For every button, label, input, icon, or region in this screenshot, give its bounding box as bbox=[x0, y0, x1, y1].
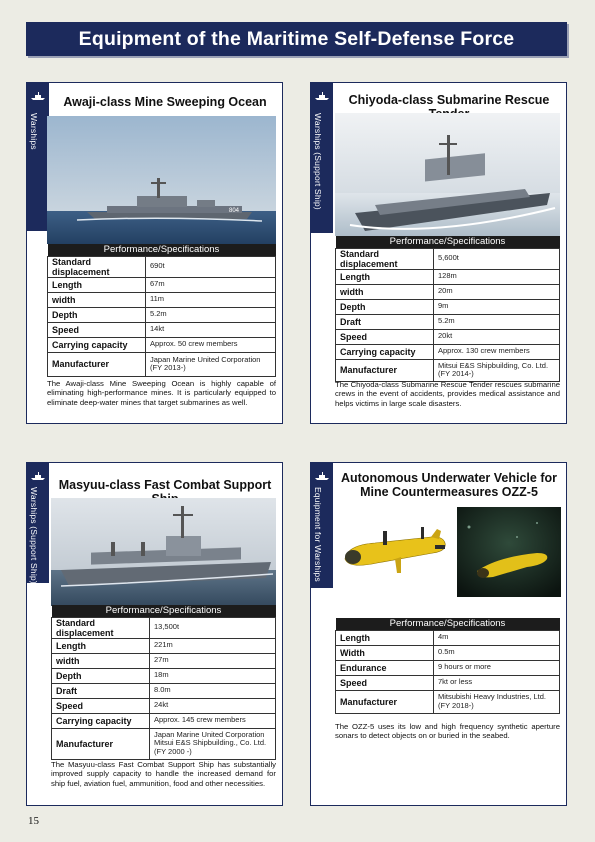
spec-label: Length bbox=[336, 630, 434, 645]
spec-label: Manufacturer bbox=[336, 690, 434, 713]
category-tab bbox=[27, 83, 49, 231]
spec-label: width bbox=[52, 653, 150, 668]
spec-value: 0.5m bbox=[434, 645, 560, 660]
category-label: Warships (Support Ship) bbox=[313, 113, 323, 210]
specs-header: Performance/Specifications bbox=[52, 605, 276, 617]
spec-label: Standard displacement bbox=[52, 617, 150, 638]
spec-value: 5.2m bbox=[434, 314, 560, 329]
spec-label: Manufacturer bbox=[336, 359, 434, 381]
spec-value: 20m bbox=[434, 284, 560, 299]
spec-label: Length bbox=[336, 269, 434, 284]
spec-value: Approx. 50 crew members bbox=[146, 337, 276, 352]
spec-label: Depth bbox=[336, 299, 434, 314]
spec-label: Speed bbox=[336, 329, 434, 344]
auv-underwater-photo bbox=[457, 507, 561, 597]
spec-value: Japan Marine United Corporation (FY 2013-) bbox=[146, 352, 276, 376]
spec-label: width bbox=[336, 284, 434, 299]
spec-label: Speed bbox=[336, 675, 434, 690]
spec-value: Approx. 130 crew members bbox=[434, 344, 560, 359]
specs-table bbox=[47, 244, 276, 377]
auv-description: The OZZ-5 uses its low and high frequency synthetic aperture sonars to detect objects on or buried in the seabed. bbox=[335, 722, 560, 741]
spec-label: Carrying capacity bbox=[52, 713, 150, 728]
spec-value: 11m bbox=[146, 292, 276, 307]
spec-label: Standard displacement bbox=[336, 248, 434, 269]
ship-description: The Chiyoda-class Submarine Rescue Tender rescues submarine crews in the event of accidents, provides medical assistance and helps victims in large scale disasters. bbox=[335, 380, 560, 408]
spec-value: 8.0m bbox=[150, 683, 276, 698]
spec-value: Japan Marine United Corporation Mitsui E&S Shipbuilding., Co. Ltd. (FY 2000 -) bbox=[150, 728, 276, 759]
card-title: Masyuu-class Fast Combat Support bbox=[58, 478, 272, 492]
spec-label: Draft bbox=[52, 683, 150, 698]
warship-icon bbox=[30, 469, 46, 481]
specs-header: Performance/Specifications bbox=[336, 236, 560, 248]
spec-value: 5.2m bbox=[146, 307, 276, 322]
spec-value: 20kt bbox=[434, 329, 560, 344]
spec-label: Manufacturer bbox=[48, 352, 146, 376]
spec-value: Approx. 145 crew members bbox=[150, 713, 276, 728]
spec-value: 27m bbox=[150, 653, 276, 668]
spec-label: Depth bbox=[48, 307, 146, 322]
spec-label: Width bbox=[336, 645, 434, 660]
specs-header: Performance/Specifications bbox=[48, 244, 276, 256]
ship-photo bbox=[335, 113, 560, 236]
spec-label: Length bbox=[52, 638, 150, 653]
spec-value: Mitsui E&S Shipbuilding, Co. Ltd. (FY 2014-) bbox=[434, 359, 560, 381]
specs-header: Performance/Specifications bbox=[336, 618, 560, 630]
card-title: Chiyoda-class Submarine Rescue bbox=[348, 93, 550, 107]
category-tab bbox=[311, 83, 333, 233]
spec-value: 221m bbox=[150, 638, 276, 653]
ship-photo bbox=[51, 498, 276, 606]
spec-value: 9m bbox=[434, 299, 560, 314]
spec-label: Draft bbox=[336, 314, 434, 329]
category-tab bbox=[27, 463, 49, 583]
spec-label: Endurance bbox=[336, 660, 434, 675]
spec-value: 4m bbox=[434, 630, 560, 645]
card-awaji bbox=[26, 82, 283, 424]
spec-label: width bbox=[48, 292, 146, 307]
spec-label: Standard displacement bbox=[48, 256, 146, 277]
spec-label: Manufacturer bbox=[52, 728, 150, 759]
ship-photo bbox=[47, 116, 276, 244]
svg-text:804: 804 bbox=[229, 208, 240, 214]
spec-label: Speed bbox=[48, 322, 146, 337]
warship-icon bbox=[314, 89, 330, 101]
spec-value: 67m bbox=[146, 277, 276, 292]
specs-table bbox=[51, 605, 276, 760]
ship-description: The Masyuu-class Fast Combat Support Ship has substantially improved supply capacity to handle the increased demand for ship fuel, aviation fuel, ammunition, food and other necessities. bbox=[51, 760, 276, 788]
spec-value: 24kt bbox=[150, 698, 276, 713]
spec-label: Depth bbox=[52, 668, 150, 683]
page-title-banner bbox=[26, 22, 567, 56]
page-title: Equipment of the Maritime Self-Defense Force bbox=[78, 27, 515, 50]
page-number: 15 bbox=[28, 815, 39, 827]
warship-icon bbox=[30, 89, 46, 101]
spec-label: Carrying capacity bbox=[48, 337, 146, 352]
category-tab bbox=[311, 463, 333, 588]
spec-value: 9 hours or more bbox=[434, 660, 560, 675]
spec-value: 5,600t bbox=[434, 248, 560, 269]
auv-photo bbox=[335, 507, 453, 597]
spec-label: Length bbox=[48, 277, 146, 292]
specs-table bbox=[335, 618, 560, 714]
specs-table bbox=[335, 236, 560, 382]
spec-value: 690t bbox=[146, 256, 276, 277]
card-chiyoda bbox=[310, 82, 567, 424]
category-label: Equipment for Warships bbox=[313, 487, 323, 582]
card-title: Awaji-class Mine Sweeping Ocean bbox=[63, 95, 267, 109]
spec-label: Speed bbox=[52, 698, 150, 713]
category-label: Warships (Support Ship) bbox=[29, 487, 39, 584]
spec-value: 7kt or less bbox=[434, 675, 560, 690]
card-masyuu bbox=[26, 462, 283, 806]
spec-value: 13,500t bbox=[150, 617, 276, 638]
warship-icon bbox=[314, 469, 330, 481]
card-ozz5 bbox=[310, 462, 567, 806]
spec-value: 14kt bbox=[146, 322, 276, 337]
spec-value: Mitsubishi Heavy Industries, Ltd. (FY 2018-) bbox=[434, 690, 560, 713]
spec-value: 128m bbox=[434, 269, 560, 284]
ship-description: The Awaji-class Mine Sweeping Ocean is highly capable of eliminating high-performance mines. It is particularly equipped to eliminate deep-water mines that target submarines as well. bbox=[47, 379, 276, 407]
card-title: Autonomous Underwater Vehicle for Mine Countermeasures OZZ-5 bbox=[340, 471, 557, 499]
category-label: Warships bbox=[29, 113, 39, 150]
spec-value: 18m bbox=[150, 668, 276, 683]
spec-label: Carrying capacity bbox=[336, 344, 434, 359]
